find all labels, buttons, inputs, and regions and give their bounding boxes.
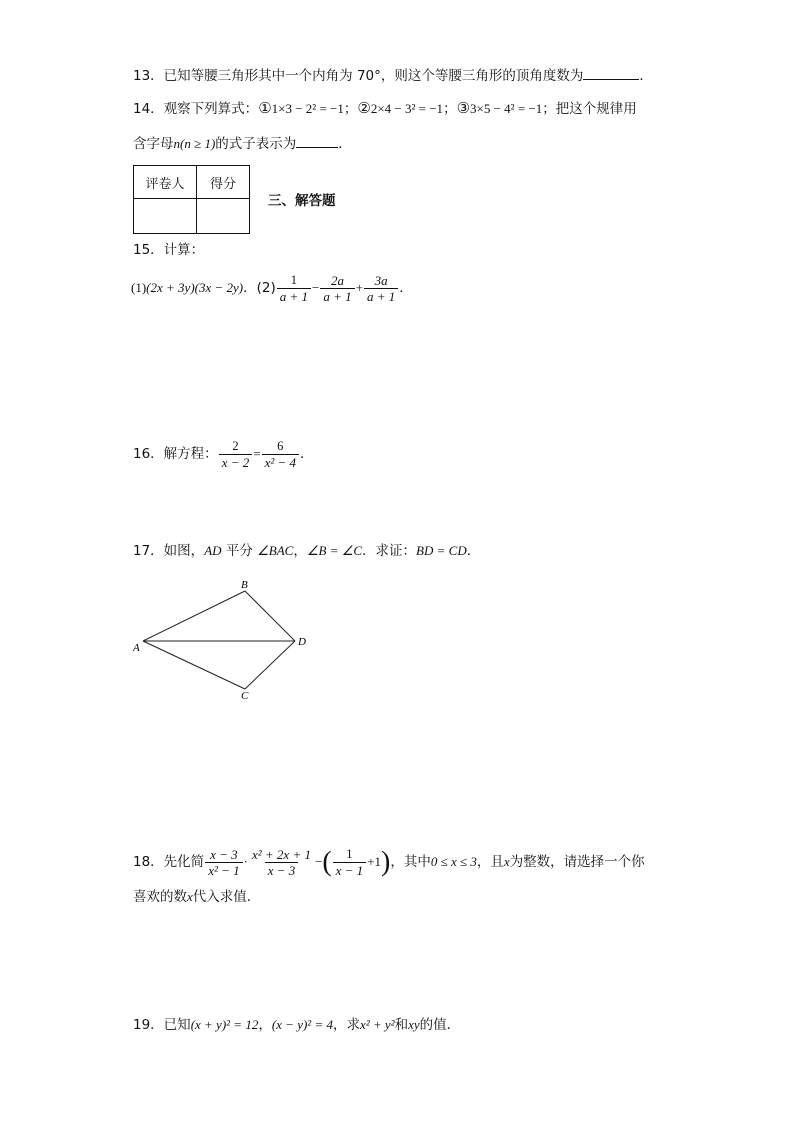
section-title: 三、解答题 (268, 193, 336, 209)
q15-part1-label: (1) (131, 280, 147, 295)
q13-answer-blank[interactable] (583, 67, 639, 80)
q13-end: ． (639, 68, 653, 84)
score-cell-score[interactable] (197, 199, 250, 234)
q15-part1-expr: (2x + 3y)(3x − 2y) (146, 280, 244, 295)
question-17 (133, 542, 480, 560)
q16-end: ． (300, 446, 314, 462)
q17-end: ． (466, 543, 481, 559)
q17-text-d: ．求证： (362, 543, 417, 559)
q14-end: ． (338, 136, 352, 152)
label-b: B (241, 579, 248, 591)
q17-ad: AD (204, 543, 222, 558)
q14-expr-2: 2×4 − 3² = −1 (370, 101, 444, 116)
question-14-line2 (133, 135, 352, 153)
question-16 (133, 437, 314, 471)
q15-end: ． (399, 280, 413, 296)
segment-ac (143, 641, 245, 689)
q18-var-x: x (503, 854, 510, 869)
q14-circle-3: ③ (456, 99, 471, 117)
q15-f1-den: a + 1 (277, 288, 311, 304)
q14-circle-1: ① (258, 99, 272, 117)
label-a: A (133, 642, 140, 654)
q15-fraction-3 (364, 273, 398, 304)
question-18-line2 (133, 888, 260, 906)
q15-f3-num: 3a (374, 273, 388, 288)
q16-fraction-2 (262, 439, 299, 470)
q16-f2-den: x² − 4 (262, 454, 299, 470)
q17-figure (130, 575, 320, 705)
q16-f1-num: 2 (232, 439, 239, 453)
segment-bd (245, 591, 295, 641)
q17-angle-equality: ∠B = ∠C (306, 543, 363, 558)
score-header-score: 得分 (197, 166, 250, 199)
q18-minus: − (314, 854, 323, 869)
q15-fraction-2 (320, 273, 354, 304)
q19-expr-2: (x − y)² = 4 (271, 1017, 333, 1032)
q18-right-paren: ) (381, 846, 391, 878)
q19-expr-1: (x + y)² = 12 (190, 1017, 259, 1032)
q15-op-minus: − (312, 280, 320, 295)
q14-circle-2: ② (357, 99, 371, 117)
q18-fraction-2 (249, 847, 314, 878)
label-c: C (241, 690, 249, 702)
q18-prefix: 18．先化简 (133, 854, 205, 870)
q18-line2b: 代入求值． (192, 889, 261, 905)
q18-text-c: 为整数，请选择一个你 (509, 854, 645, 870)
score-table (133, 165, 250, 234)
q18-left-paren: ( (322, 846, 332, 878)
label-d: D (298, 636, 306, 648)
q18-fraction-3 (333, 847, 367, 878)
q19-expr-3: x² + y² (359, 1017, 395, 1032)
q17-angle-bac: ∠BAC (257, 543, 294, 558)
q14-tail: ；把这个规律用 (542, 101, 637, 117)
q18-text-b: ，且 (476, 854, 504, 870)
q15-part2-label: ．(2) (243, 280, 276, 296)
q18-fraction-1 (205, 847, 242, 878)
q16-fraction-1 (219, 439, 253, 470)
question-14 (133, 99, 637, 118)
q18-f2-den: x − 3 (265, 862, 299, 878)
q15-op-plus: + (355, 280, 363, 295)
q18-line2-x: x (187, 889, 193, 904)
q19-text-c: 的值． (419, 1017, 461, 1033)
score-header-grader: 评卷人 (134, 166, 197, 199)
q15-f2-den: a + 1 (320, 288, 354, 304)
question-15-parts (131, 271, 413, 305)
q14-line2a: 含字母 (133, 136, 174, 152)
q16-f1-den: x − 2 (219, 454, 253, 470)
q19-prefix: 19．已知 (133, 1017, 191, 1033)
q14-expr-3: 3×5 − 4² = −1 (470, 101, 543, 116)
q14-var-n: n (173, 136, 180, 151)
q18-plus-one: +1 (367, 854, 382, 869)
q14-line2b: 的式子表示为 (215, 136, 297, 152)
q14-expr-1: 1×3 − 2² = −1 (271, 101, 344, 116)
q14-condition: (n ≥ 1) (180, 136, 216, 151)
question-19 (133, 1016, 460, 1034)
q17-text-c: ， (293, 543, 307, 559)
q19-expr-4: xy (408, 1017, 420, 1032)
score-cell-grader[interactable] (134, 199, 197, 234)
segment-ab (143, 591, 245, 641)
q15-f1-num: 1 (290, 273, 298, 287)
q18-f1-den: x² − 1 (205, 862, 242, 878)
q15-f2-num: 2a (331, 273, 345, 288)
q18-dot: · (243, 854, 248, 869)
q13-text: 13．已知等腰三角形其中一个内角为 70°，则这个等腰三角形的顶角度数为 (133, 68, 584, 84)
q16-f2-num: 6 (277, 439, 284, 453)
q14-sep-1: ； (343, 101, 358, 117)
q17-text-a: 17．如图， (133, 543, 205, 559)
q18-f3-num: 1 (346, 847, 353, 861)
q18-text-a: ，其中 (390, 854, 431, 870)
q17-text-b: 平分 (221, 543, 258, 559)
q14-prefix: 14．观察下列算式： (133, 101, 259, 117)
question-18 (133, 842, 645, 882)
q16-prefix: 16．解方程： (133, 446, 218, 462)
q16-equals: = (253, 446, 261, 461)
q18-f2-num: x² + 2x + 1 (251, 847, 311, 862)
q19-text-a: ，求 (332, 1017, 360, 1033)
q15-fraction-1 (277, 273, 311, 304)
q18-line2a: 喜欢的数 (133, 889, 187, 905)
segment-cd (245, 641, 295, 689)
q14-sep-2: ； (443, 101, 457, 117)
q18-condition: 0 ≤ x ≤ 3 (430, 854, 477, 869)
q18-f1-num: x − 3 (210, 847, 238, 862)
q15-f3-den: a + 1 (364, 288, 398, 304)
q14-answer-blank[interactable] (296, 135, 338, 148)
q17-bd-cd: BD = CD (416, 543, 467, 558)
q18-f3-den: x − 1 (333, 862, 367, 878)
q19-text-b: 和 (394, 1017, 409, 1033)
question-15-title: 15．计算： (133, 242, 205, 258)
question-13 (133, 67, 653, 85)
q19-comma: ， (258, 1017, 272, 1033)
